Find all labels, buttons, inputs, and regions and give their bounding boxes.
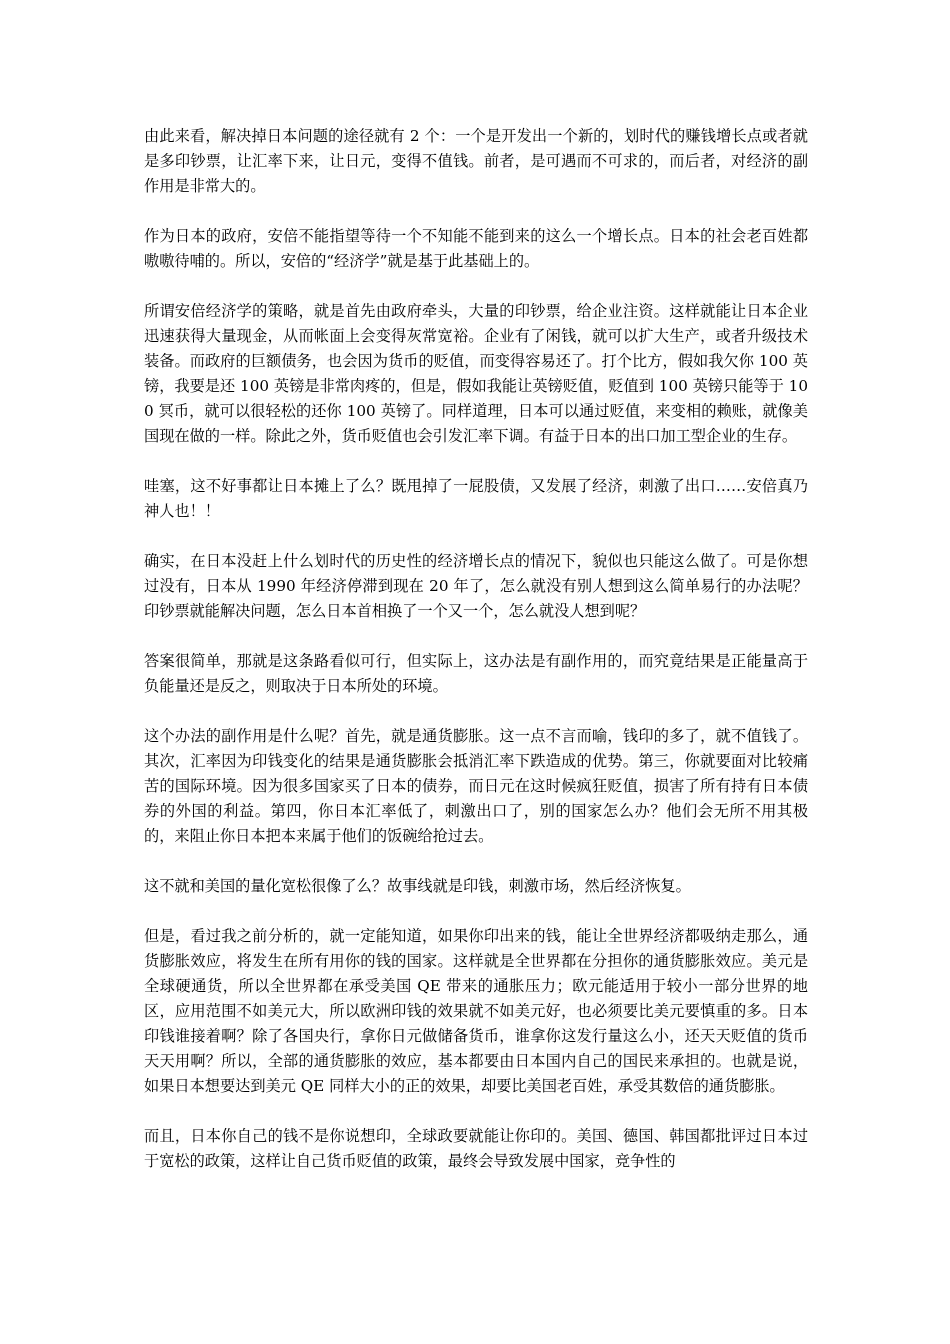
paragraph: 作为日本的政府，安倍不能指望等待一个不知能不能到来的这么一个增长点。日本的社会老百姓都嗷嗷待哺的。所以，安倍的“经济学”就是基于此基础上的。	[144, 227, 808, 270]
paragraph: 哇塞，这不好事都让日本摊上了么？既甩掉了一屁股债，又发展了经济，刺激了出口……安倍真乃神人也！！	[144, 477, 808, 520]
paragraph: 确实，在日本没赶上什么划时代的历史性的经济增长点的情况下，貌似也只能这么做了。可是你想过没有，日本从 1990 年经济停滞到现在 20 年了，怎么就没有别人想到这么简单易行的办法呢？印钞票就能解决问题，怎么日本首相换了一个又一个，怎么就没人想到呢？	[144, 552, 808, 620]
paragraph: 这个办法的副作用是什么呢？首先，就是通货膨胀。这一点不言而喻，钱印的多了，就不值钱了。其次，汇率因为印钱变化的结果是通货膨胀会抵消汇率下跌造成的优势。第三，你就要面对比较痛苦的国际环境。因为很多国家买了日本的债券，而日元在这时候疯狂贬值，损害了所有持有日本债券的外国的利益。第四，你日本汇率低了，刺激出口了，别的国家怎么办？他们会无所不用其极的，来阻止你日本把本来属于他们的饭碗给抢过去。	[144, 727, 808, 845]
paragraph: 但是，看过我之前分析的，就一定能知道，如果你印出来的钱，能让全世界经济都吸纳走那么，通货膨胀效应，将发生在所有用你的钱的国家。这样就是全世界都在分担你的通货膨胀效应。美元是全球硬通货，所以全世界都在承受美国 QE 带来的通胀压力；欧元能适用于较小一部分世界的地区，应用范围不如美元大，所以欧洲印钱的效果就不如美元好，也必须要比美元要慎重的多。日本印钱谁接着啊？除了各国央行，拿你日元做储备货币，谁拿你这发行量这么小，还天天贬值的货币天天用啊？所以，全部的通货膨胀的效应，基本都要由日本国内自己的国民来承担的。也就是说，如果日本想要达到美元 QE 同样大小的正的效果，却要比美国老百姓，承受其数倍的通货膨胀。	[144, 927, 808, 1095]
document-body	[144, 124, 808, 1199]
paragraph: 这不就和美国的量化宽松很像了么？故事线就是印钱，刺激市场，然后经济恢复。	[144, 877, 691, 895]
paragraph: 而且，日本你自己的钱不是你说想印，全球政要就能让你印的。美国、德国、韩国都批评过日本过于宽松的政策，这样让自己货币贬值的政策，最终会导致发展中国家，竞争性的	[144, 1127, 808, 1170]
paragraph: 所谓安倍经济学的策略，就是首先由政府牵头，大量的印钞票，给企业注资。这样就能让日本企业迅速获得大量现金，从而帐面上会变得灰常宽裕。企业有了闲钱，就可以扩大生产，或者升级技术装备。而政府的巨额债务，也会因为货币的贬值，而变得容易还了。打个比方，假如我欠你 100 英镑，我要是还 100 英镑是非常肉疼的，但是，假如我能让英镑贬值，贬值到 100 英镑只能等于 100 冥币，就可以很轻松的还你 100 英镑了。同样道理，日本可以通过贬值，来变相的赖账，就像美国现在做的一样。除此之外，货币贬值也会引发汇率下调。有益于日本的出口加工型企业的生存。	[144, 302, 808, 445]
paragraph: 答案很简单，那就是这条路看似可行，但实际上，这办法是有副作用的，而究竟结果是正能量高于负能量还是反之，则取决于日本所处的环境。	[144, 652, 808, 695]
paragraph: 由此来看，解决掉日本问题的途径就有 2 个：一个是开发出一个新的，划时代的赚钱增长点或者就是多印钞票，让汇率下来，让日元，变得不值钱。前者，是可遇而不可求的，而后者，对经济的副作用是非常大的。	[144, 127, 808, 195]
